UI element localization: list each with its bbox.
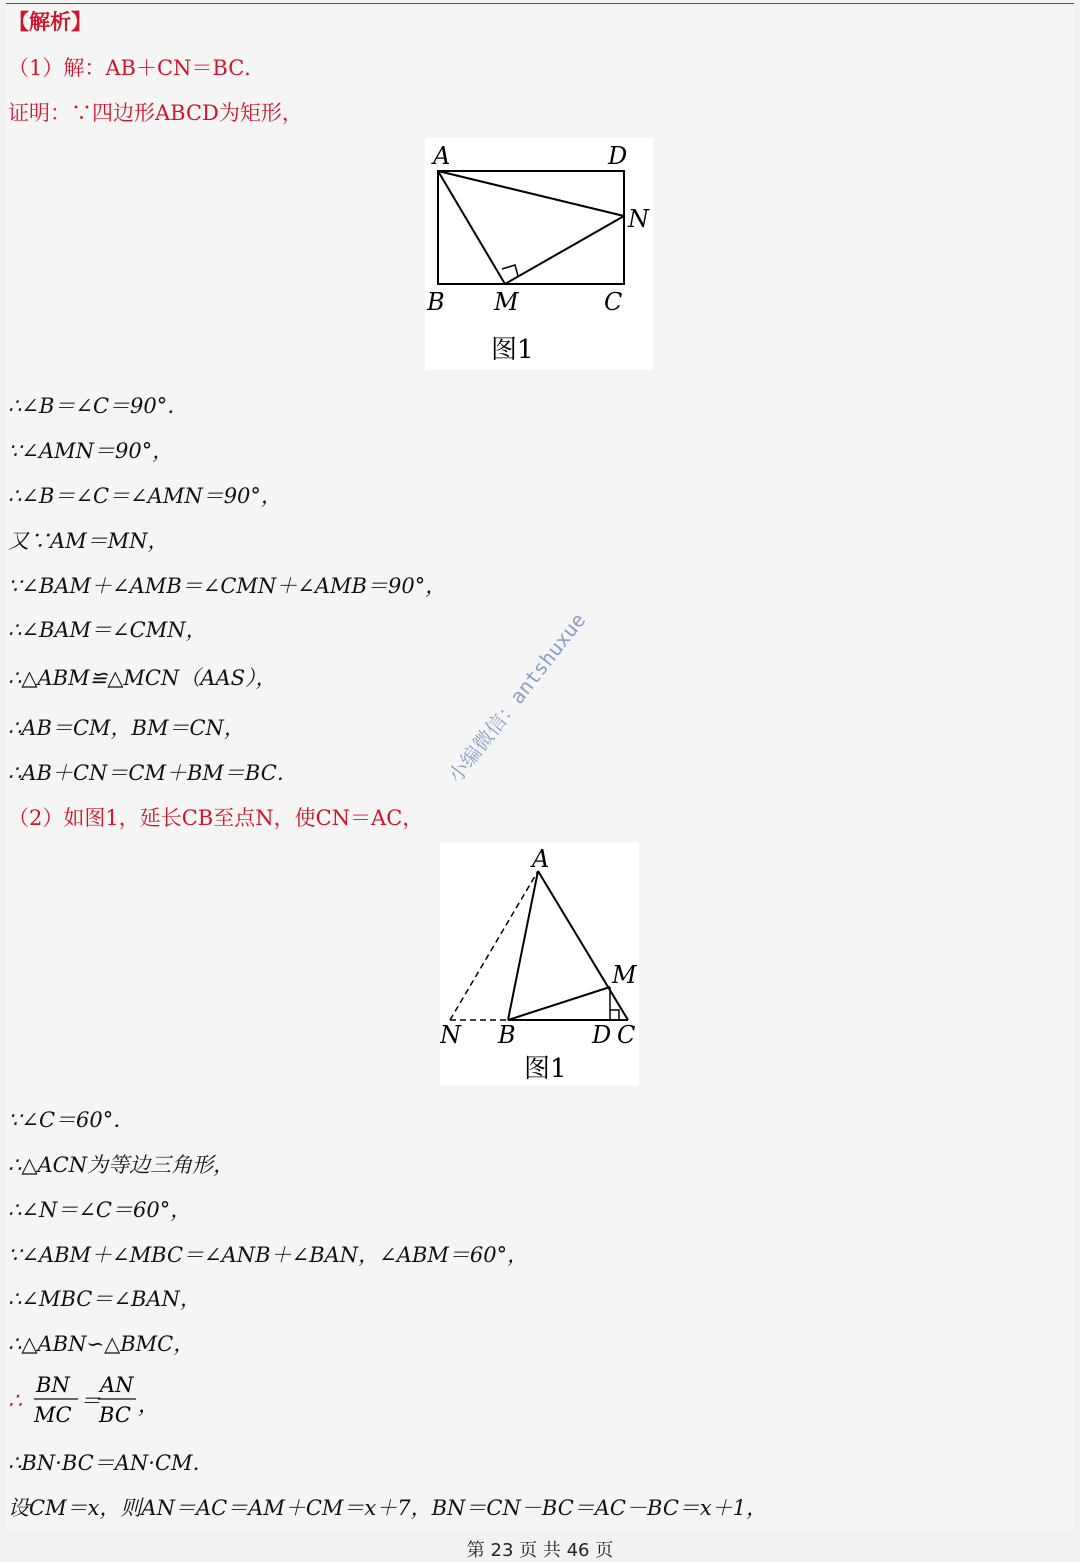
fraction-num-2: AN xyxy=(100,1373,134,1397)
line-6: 又∵AM＝MN， xyxy=(8,529,169,553)
line-11: ∴AB＋CN＝CM＋BM＝BC． xyxy=(8,761,298,785)
watermark: 小编微信：antshuxue xyxy=(443,608,591,788)
figure-rectangle xyxy=(425,138,653,370)
line-21: 设CM＝x，则AN＝AC＝AM＋CM＝x＋7，BN＝CN－BC＝AC－BC＝x＋1， xyxy=(8,1496,768,1520)
line-8: ∴∠BAM＝∠CMN， xyxy=(8,618,207,642)
fraction-num-1: BN xyxy=(36,1373,70,1397)
line-4: ∵∠AMN＝90°， xyxy=(8,439,174,463)
line-17: ∴∠MBC＝∠BAN， xyxy=(8,1287,201,1311)
label-M: M xyxy=(494,288,519,316)
figure-triangle xyxy=(440,843,639,1085)
line-3: ∴∠B＝∠C＝90°． xyxy=(8,394,189,418)
line-12: （2）如图1，延长CB至点N，使CN＝AC， xyxy=(8,806,424,830)
page-footer: 第 23 页 共 46 页 xyxy=(466,1540,614,1561)
line-14: ∴△ACN为等边三角形， xyxy=(8,1153,235,1177)
fraction-equals: ＝ xyxy=(80,1389,101,1413)
label-D: D xyxy=(592,1021,612,1049)
line-20: ∴BN·BC＝AN·CM． xyxy=(8,1451,214,1475)
line-15: ∴∠N＝∠C＝60°， xyxy=(8,1198,192,1222)
label-D: D xyxy=(608,142,628,170)
line-16: ∵∠ABM＋∠MBC＝∠ANB＋∠BAN，∠ABM＝60°， xyxy=(8,1243,529,1267)
line-10: ∴AB＝CM，BM＝CN， xyxy=(8,716,245,740)
line-5: ∴∠B＝∠C＝∠AMN＝90°， xyxy=(8,484,282,508)
line-9: ∴△ABM≌△MCN（AAS）， xyxy=(8,666,277,690)
label-C: C xyxy=(604,288,623,316)
figure-caption: 图1 xyxy=(491,335,534,365)
line-18: ∴△ABN∽△BMC， xyxy=(8,1332,195,1356)
top-divider xyxy=(6,3,1074,4)
label-B: B xyxy=(427,288,445,316)
fraction-line xyxy=(8,1370,208,1435)
label-N: N xyxy=(440,1021,461,1049)
figure-caption: 图1 xyxy=(524,1054,567,1084)
fraction-den-1: MC xyxy=(34,1403,72,1427)
label-M: M xyxy=(612,961,637,989)
label-N: N xyxy=(628,205,649,233)
label-A: A xyxy=(433,142,451,170)
fraction-comma: ， xyxy=(138,1393,159,1417)
line-2: 证明：∵四边形ABCD为矩形， xyxy=(8,101,303,125)
fraction-den-2: BC xyxy=(99,1403,131,1427)
therefore-symbol: ∴ xyxy=(8,1389,22,1414)
line-7: ∵∠BAM＋∠AMB＝∠CMN＋∠AMB＝90°， xyxy=(8,574,447,598)
label-B: B xyxy=(498,1021,516,1049)
line-13: ∵∠C＝60°． xyxy=(8,1108,135,1132)
line-1: （1）解：AB＋CN＝BC． xyxy=(8,56,266,80)
label-A: A xyxy=(532,845,550,873)
analysis-tag: 【解析】 xyxy=(8,10,92,34)
label-C: C xyxy=(617,1021,636,1049)
